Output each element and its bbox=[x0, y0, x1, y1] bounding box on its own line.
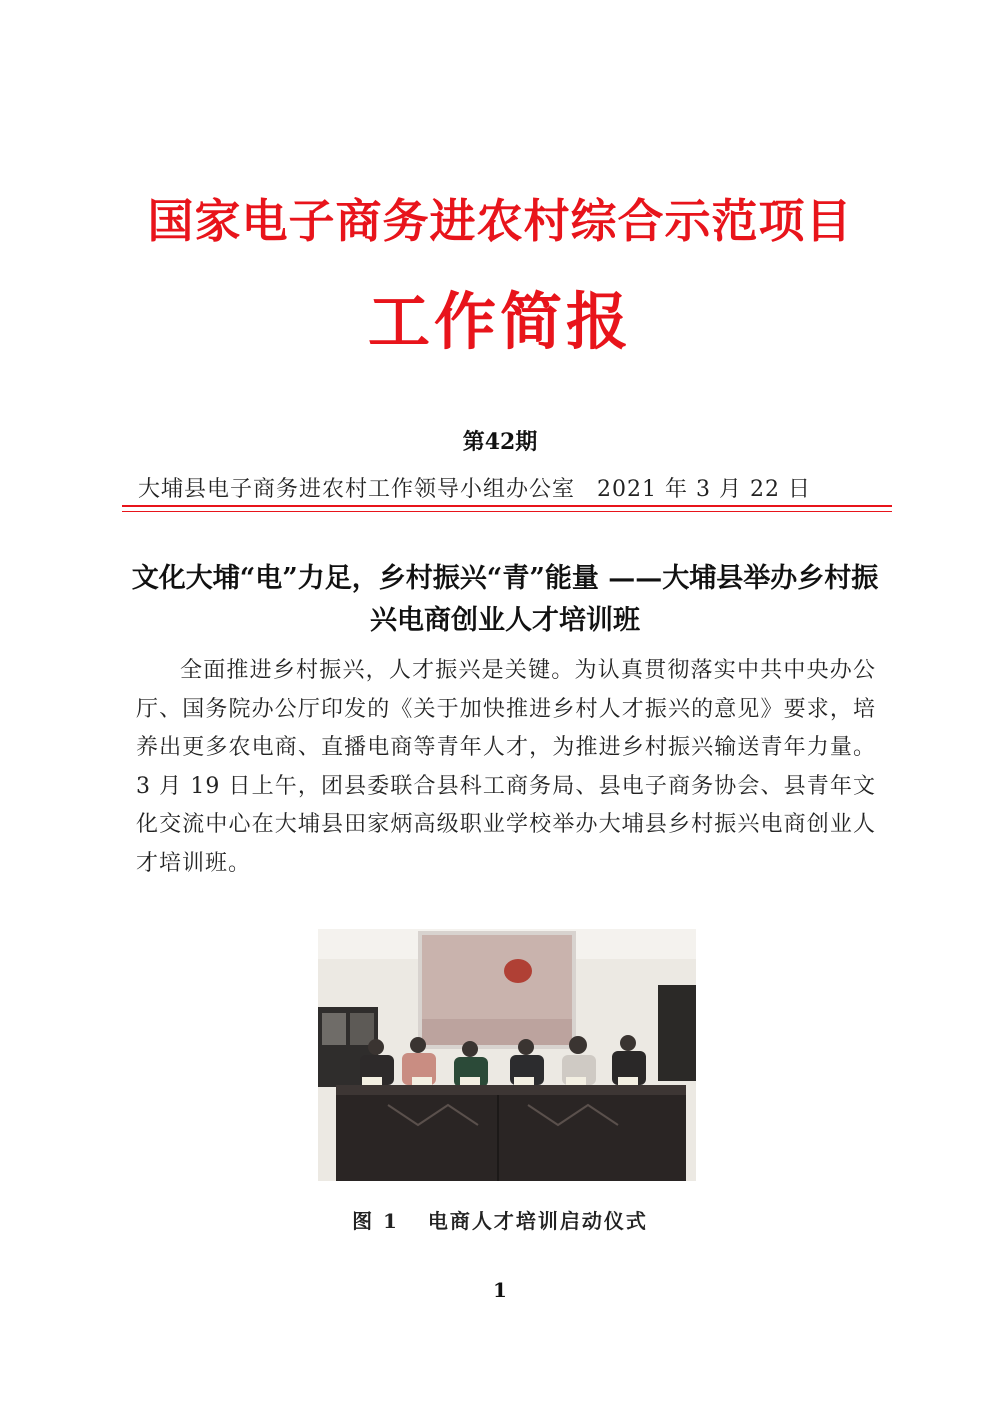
event-photo bbox=[318, 929, 696, 1181]
figure-caption bbox=[0, 1205, 1000, 1234]
header-divider-thin bbox=[122, 511, 892, 512]
figure-caption-text: 电商人才培训启动仪式 bbox=[427, 1209, 648, 1233]
page-number: 1 bbox=[493, 1278, 507, 1302]
article-paragraph: 全面推进乡村振兴，人才振兴是关键。为认真贯彻落实中共中央办公厅、国务院办公厅印发的《关于加快推进乡村人才振兴的意见》要求，培养出更多农电商、直播电商等青年人才，为推进乡村振兴输送青年力量。3 月 19 日上午，团县委联合县科工商务局、县电子商务协会、县青年文化交流中心在大埔县田家炳高级职业学校举办大埔县乡村振兴电商创业人才培训班。 bbox=[136, 658, 876, 876]
issuer-line bbox=[138, 472, 868, 503]
figure-label: 图 1 bbox=[352, 1209, 399, 1233]
report-subtitle: 工作简报 bbox=[367, 285, 632, 358]
issuer-office: 大埔县电子商务进农村工作领导小组办公室 bbox=[138, 477, 576, 502]
issue-date: 2021 年 3 月 22 日 bbox=[597, 477, 811, 502]
header-divider-thick bbox=[122, 505, 892, 507]
report-title: 国家电子商务进农村综合示范项目 bbox=[147, 194, 853, 248]
issue-number: 第42期 bbox=[462, 429, 538, 455]
article-headline: 文化大埔“电”力足，乡村振兴“青”能量 ——大埔县举办乡村振兴电商创业人才培训班 bbox=[131, 563, 879, 636]
